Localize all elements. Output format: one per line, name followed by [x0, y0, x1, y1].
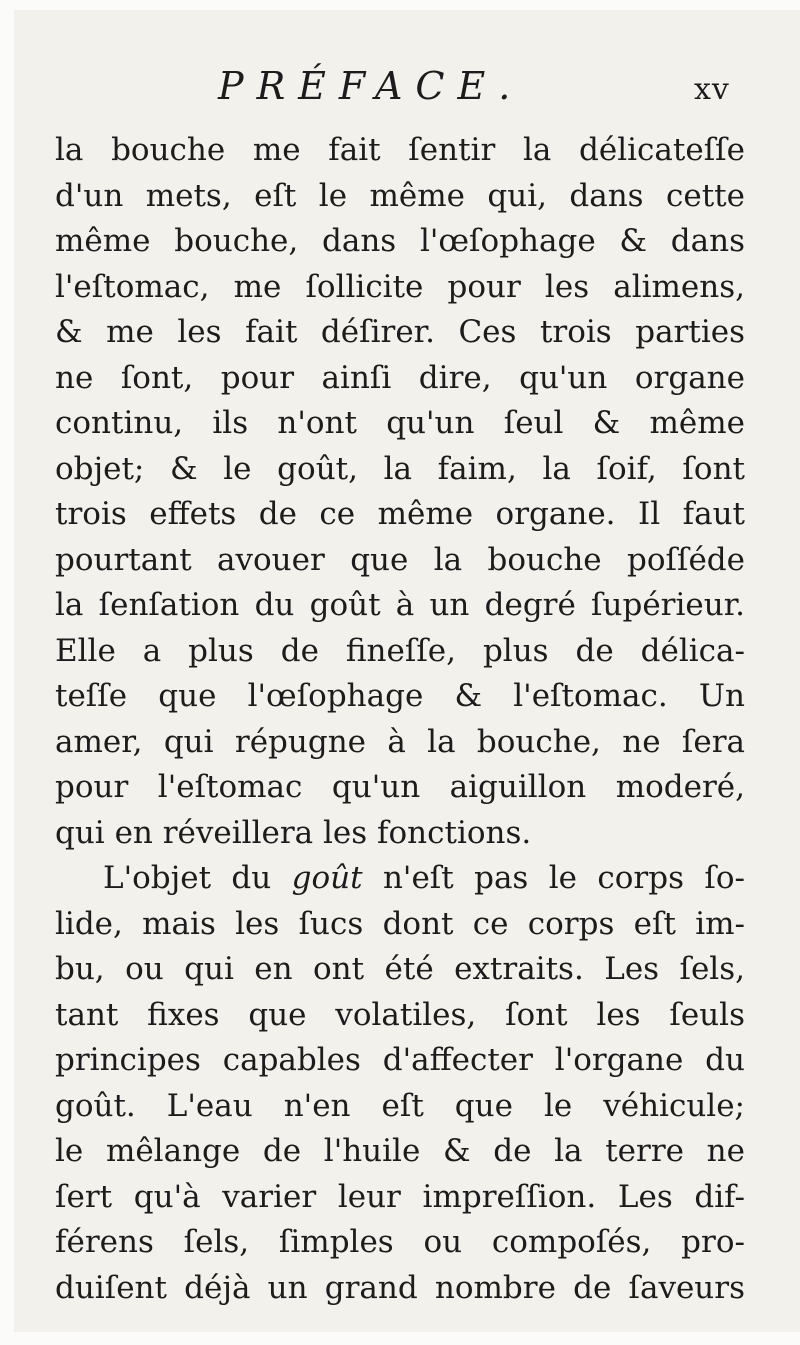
- text-line: ſert qu'à varier leur impreſſion. Les dif-: [55, 1178, 745, 1215]
- running-title: PRÉFACE.: [218, 64, 524, 108]
- text-line: l'eſtomac, me ſollicite pour les alimens,: [55, 268, 745, 305]
- text-line: objet; & le goût, la faim, la ſoif, ſont: [55, 450, 745, 487]
- text-line: & me les fait déſirer. Ces trois parties: [55, 314, 745, 350]
- text-line: principes capables d'affecter l'organe du: [55, 1042, 745, 1078]
- text-line: goût. L'eau n'en eſt que le véhicule;: [55, 1087, 745, 1124]
- paragraph-opening-line: [55, 856, 745, 902]
- text-line: lide, mais les ſucs dont ce corps eſt im-: [55, 905, 745, 942]
- text-line: pourtant avouer que la bouche poſſéde: [55, 541, 745, 578]
- page-left-margin: [0, 0, 14, 1345]
- text-line: teſſe que l'œſophage & l'eſtomac. Un: [55, 678, 745, 714]
- text-line: Elle a plus de fineſſe, plus de délica-: [55, 632, 745, 669]
- text-line: continu, ils n'ont qu'un ſeul & même: [55, 405, 745, 441]
- text-line: duiſent déjà un grand nombre de ſaveurs: [55, 1269, 745, 1306]
- page-number: xv: [694, 72, 730, 107]
- text-line: trois effets de ce même organe. Il faut: [55, 496, 745, 532]
- body-text: [55, 128, 745, 1311]
- text-line: férens ſels, ſimples ou compoſés, pro-: [55, 1224, 745, 1260]
- text-line: même bouche, dans l'œſophage & dans: [55, 223, 745, 259]
- text-line: bu, ou qui en ont été extraits. Les ſels,: [55, 951, 745, 987]
- text-line: la bouche me fait ſentir la délicateſſe: [55, 132, 745, 168]
- text-line: qui en réveillera les fonctions.: [55, 814, 532, 851]
- page-top-margin: [0, 0, 800, 10]
- running-head: [0, 62, 800, 110]
- text-run: n'eſt pas le corps ſo-: [362, 860, 745, 896]
- text-line: pour l'eſtomac qu'un aiguillon moderé,: [55, 769, 745, 805]
- text-line: la ſenſation du goût à un degré ſupérieur.: [55, 587, 745, 623]
- text-line: ne ſont, pour ainſi dire, qu'un organe: [55, 359, 745, 396]
- text-run: L'objet du: [103, 860, 292, 896]
- text-line: le mêlange de l'huile & de la terre ne: [55, 1133, 745, 1169]
- text-line: amer, qui répugne à la bouche, ne ſera: [55, 723, 745, 760]
- italic-term: goût: [291, 860, 363, 896]
- page-bottom-margin: [0, 1332, 800, 1345]
- text-line: d'un mets, eſt le même qui, dans cette: [55, 177, 745, 214]
- text-line: tant fixes que volatiles, ſont les ſeuls: [55, 996, 745, 1033]
